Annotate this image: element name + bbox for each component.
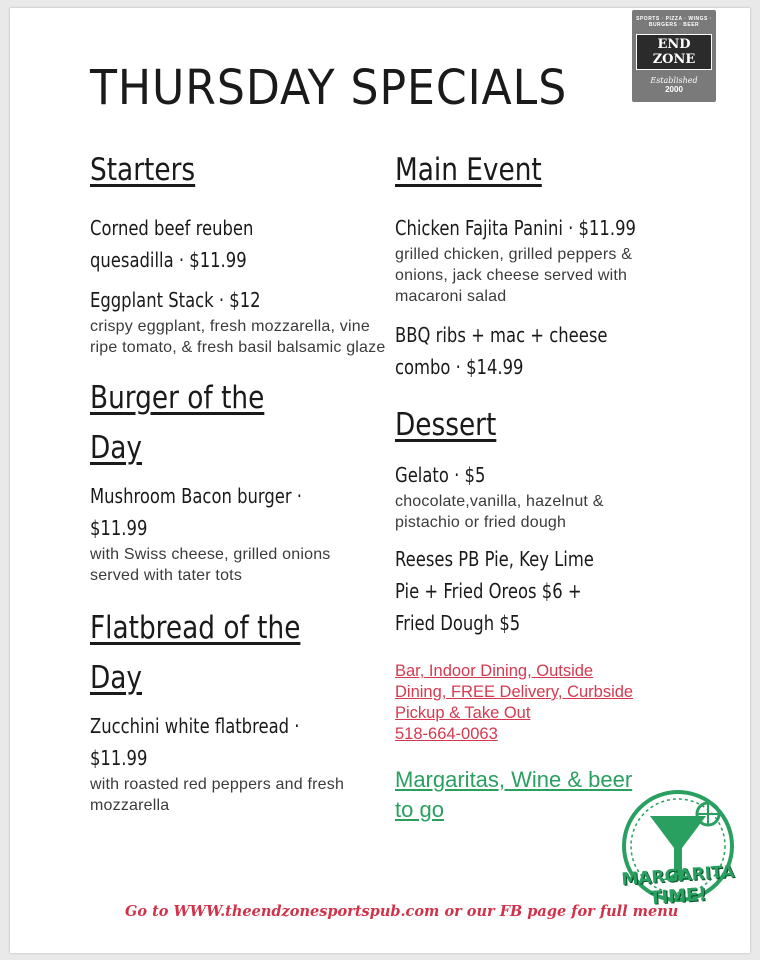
flatbread-heading-line1: Flatbread of the	[90, 610, 301, 646]
flatbread-desc: with roasted red peppers and fresh mozzarella	[90, 776, 345, 814]
logo-year: 2000	[665, 85, 683, 94]
main-event-heading: Main Event	[395, 152, 542, 188]
main-item-2-line2: combo · $14.99	[395, 355, 524, 379]
starters-heading: Starters	[90, 152, 196, 188]
services-link[interactable]: Bar, Indoor Dining, Outside Dining, FREE Delivery, Curbside Pickup & Take Out	[395, 662, 634, 722]
logo-tagline: SPORTS · PIZZA · WINGS · BURGERS · BEER	[636, 16, 712, 28]
badge-line2: TIME!	[648, 884, 708, 909]
right-column	[395, 150, 665, 825]
dessert-item-2-line2: Pie + Fried Oreos $6 +	[395, 579, 582, 603]
dessert-item-2-line3: Fried Dough $5	[395, 611, 521, 635]
burger-heading-line2: Day	[90, 430, 143, 466]
footer-website-note[interactable]: Go to WWW.theendzonesportspub.com or our FB page for full menu	[125, 903, 679, 920]
starter-item-2-desc: crispy eggplant, fresh mozzarella, vine ripe tomato, & fresh basil balsamic glaze	[90, 318, 386, 356]
page-title: THURSDAY SPECIALS	[90, 60, 568, 116]
left-column	[90, 150, 390, 816]
margarita-time-badge	[612, 782, 744, 922]
end-zone-logo	[632, 10, 716, 102]
burger-desc: with Swiss cheese, grilled onions served with tater tots	[90, 546, 331, 584]
dessert-heading: Dessert	[395, 407, 497, 443]
burger-heading-line1: Burger of the	[90, 380, 265, 416]
burger-item-line1: Mushroom Bacon burger ·	[90, 484, 303, 508]
main-item-1: Chicken Fajita Panini · $11.99	[395, 216, 636, 240]
starter-item-2: Eggplant Stack · $12	[90, 288, 261, 312]
starter-item-1-line1: Corned beef reuben	[90, 216, 254, 240]
starter-item-1-line2: quesadilla · $11.99	[90, 248, 247, 272]
dessert-item-1-desc: chocolate,vanilla, hazelnut & pistachio or fried dough	[395, 493, 604, 531]
phone-link[interactable]: 518-664-0063	[395, 725, 498, 743]
main-item-1-desc: grilled chicken, grilled peppers & onions, jack cheese served with macaroni salad	[395, 246, 633, 305]
burger-item-line2: $11.99	[90, 516, 148, 540]
logo-name: END ZONE	[636, 34, 712, 70]
flatbread-item-line1: Zucchini white flatbread ·	[90, 714, 300, 738]
main-item-2-line1: BBQ ribs + mac + cheese	[395, 323, 608, 347]
dessert-item-2-line1: Reeses PB Pie, Key Lime	[395, 547, 594, 571]
badge-line1: MARGARITA	[620, 862, 736, 890]
logo-established: Established	[650, 76, 698, 85]
flatbread-item-line2: $11.99	[90, 746, 148, 770]
to-go-link[interactable]: Margaritas, Wine & beer to go	[395, 767, 633, 822]
flatbread-heading-line2: Day	[90, 660, 143, 696]
dessert-item-1: Gelato · $5	[395, 463, 486, 487]
